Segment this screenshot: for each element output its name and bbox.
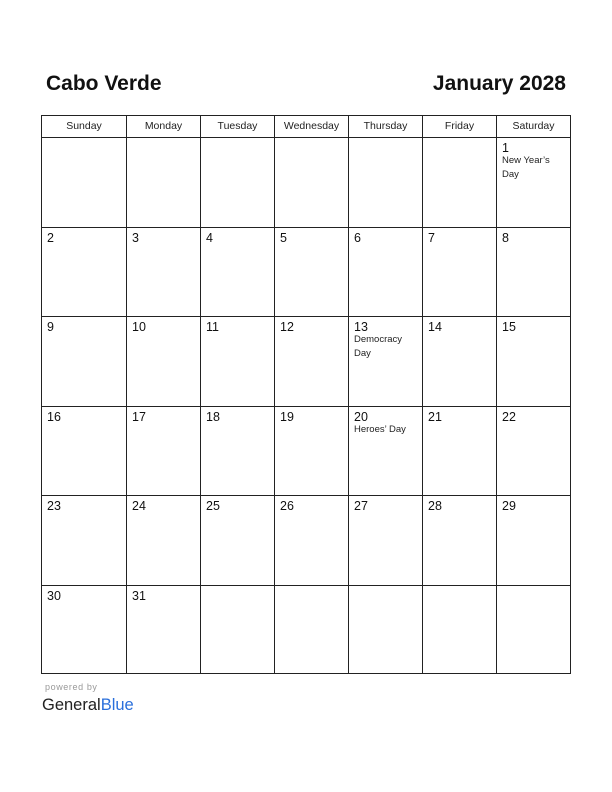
day-number: 26 xyxy=(280,499,294,513)
day-number: 19 xyxy=(280,409,294,424)
day-number: 4 xyxy=(206,230,213,245)
day-number: 16 xyxy=(47,409,61,424)
day-number: 28 xyxy=(428,499,442,513)
holiday-label: Heroes’ Day xyxy=(354,423,406,435)
day-number: 15 xyxy=(502,320,516,334)
day-number: 22 xyxy=(502,409,516,424)
day-cell xyxy=(275,407,349,496)
day-cell xyxy=(423,586,497,674)
day-number: 12 xyxy=(280,320,294,334)
week-row xyxy=(42,586,570,674)
day-cell xyxy=(275,586,349,674)
day-number: 29 xyxy=(502,499,516,513)
day-cell xyxy=(349,317,423,406)
day-number: 9 xyxy=(47,320,54,334)
day-cell xyxy=(127,317,201,406)
day-number: 20 xyxy=(354,409,368,424)
day-cell xyxy=(275,138,349,227)
day-number: 31 xyxy=(132,588,146,603)
day-number: 21 xyxy=(428,409,442,424)
day-cell xyxy=(349,496,423,585)
weekday-header-row xyxy=(42,116,570,138)
day-cell xyxy=(201,496,275,585)
day-cell xyxy=(497,138,570,227)
weekday-header: Saturday xyxy=(512,120,555,132)
day-cell xyxy=(423,317,497,406)
weekday-header: Wednesday xyxy=(275,116,349,137)
day-cell xyxy=(127,228,201,317)
month-year-title: January 2028 xyxy=(432,72,566,95)
day-cell xyxy=(42,317,127,406)
footer xyxy=(42,682,134,715)
day-number: 6 xyxy=(354,230,361,245)
day-cell xyxy=(201,317,275,406)
day-number: 7 xyxy=(428,230,435,245)
day-cell xyxy=(201,407,275,496)
powered-by-label: powered by xyxy=(45,682,98,692)
day-number: 27 xyxy=(354,499,368,513)
calendar-header xyxy=(44,70,566,98)
week-row xyxy=(42,407,570,497)
day-cell xyxy=(423,228,497,317)
calendar-grid xyxy=(41,115,571,674)
weekday-header: Monday xyxy=(127,116,201,137)
weeks-container xyxy=(42,138,570,674)
day-cell xyxy=(42,407,127,496)
day-number: 5 xyxy=(280,230,287,245)
day-cell xyxy=(423,138,497,227)
day-number: 23 xyxy=(47,499,61,513)
day-cell xyxy=(497,496,570,585)
day-cell xyxy=(42,228,127,317)
day-cell xyxy=(127,496,201,585)
day-number: 25 xyxy=(206,499,220,513)
day-number: 14 xyxy=(428,320,442,334)
day-cell xyxy=(275,496,349,585)
day-number: 18 xyxy=(206,409,220,424)
week-row xyxy=(42,138,570,228)
weekday-header: Friday xyxy=(423,116,497,137)
week-row xyxy=(42,317,570,407)
day-number: 2 xyxy=(47,230,54,245)
holiday-label: Democracy Day xyxy=(354,334,403,359)
day-cell xyxy=(275,317,349,406)
day-cell xyxy=(201,138,275,227)
day-number: 11 xyxy=(206,320,219,334)
day-cell xyxy=(42,586,127,674)
day-cell xyxy=(497,407,570,496)
weekday-header: Tuesday xyxy=(201,116,275,137)
day-cell xyxy=(423,496,497,585)
day-cell xyxy=(349,138,423,227)
week-row xyxy=(42,228,570,318)
day-cell xyxy=(201,586,275,674)
day-number: 3 xyxy=(132,230,139,245)
day-number: 30 xyxy=(47,588,61,603)
day-number: 1 xyxy=(502,141,509,155)
day-cell xyxy=(349,407,423,496)
country-title: Cabo Verde xyxy=(46,72,162,95)
weekday-header: Sunday xyxy=(42,116,127,137)
day-number: 17 xyxy=(132,409,146,424)
day-cell xyxy=(349,586,423,674)
day-cell xyxy=(275,228,349,317)
day-cell xyxy=(127,407,201,496)
day-cell xyxy=(497,586,570,674)
brand-blue-text: Blue xyxy=(100,696,134,714)
day-cell xyxy=(201,228,275,317)
day-number: 13 xyxy=(354,320,368,334)
brand-general-text: General xyxy=(42,696,101,714)
day-cell xyxy=(497,317,570,406)
day-cell xyxy=(349,228,423,317)
day-cell xyxy=(42,496,127,585)
holiday-label: New Year’s Day xyxy=(502,155,550,180)
weekday-header: Thursday xyxy=(349,116,423,137)
week-row xyxy=(42,496,570,586)
day-number: 10 xyxy=(132,320,146,334)
day-cell xyxy=(497,228,570,317)
day-cell xyxy=(127,586,201,674)
day-cell xyxy=(42,138,127,227)
day-number: 24 xyxy=(132,499,146,513)
day-cell xyxy=(423,407,497,496)
brand-logo[interactable] xyxy=(42,695,134,715)
day-number: 8 xyxy=(502,230,509,245)
day-cell xyxy=(127,138,201,227)
